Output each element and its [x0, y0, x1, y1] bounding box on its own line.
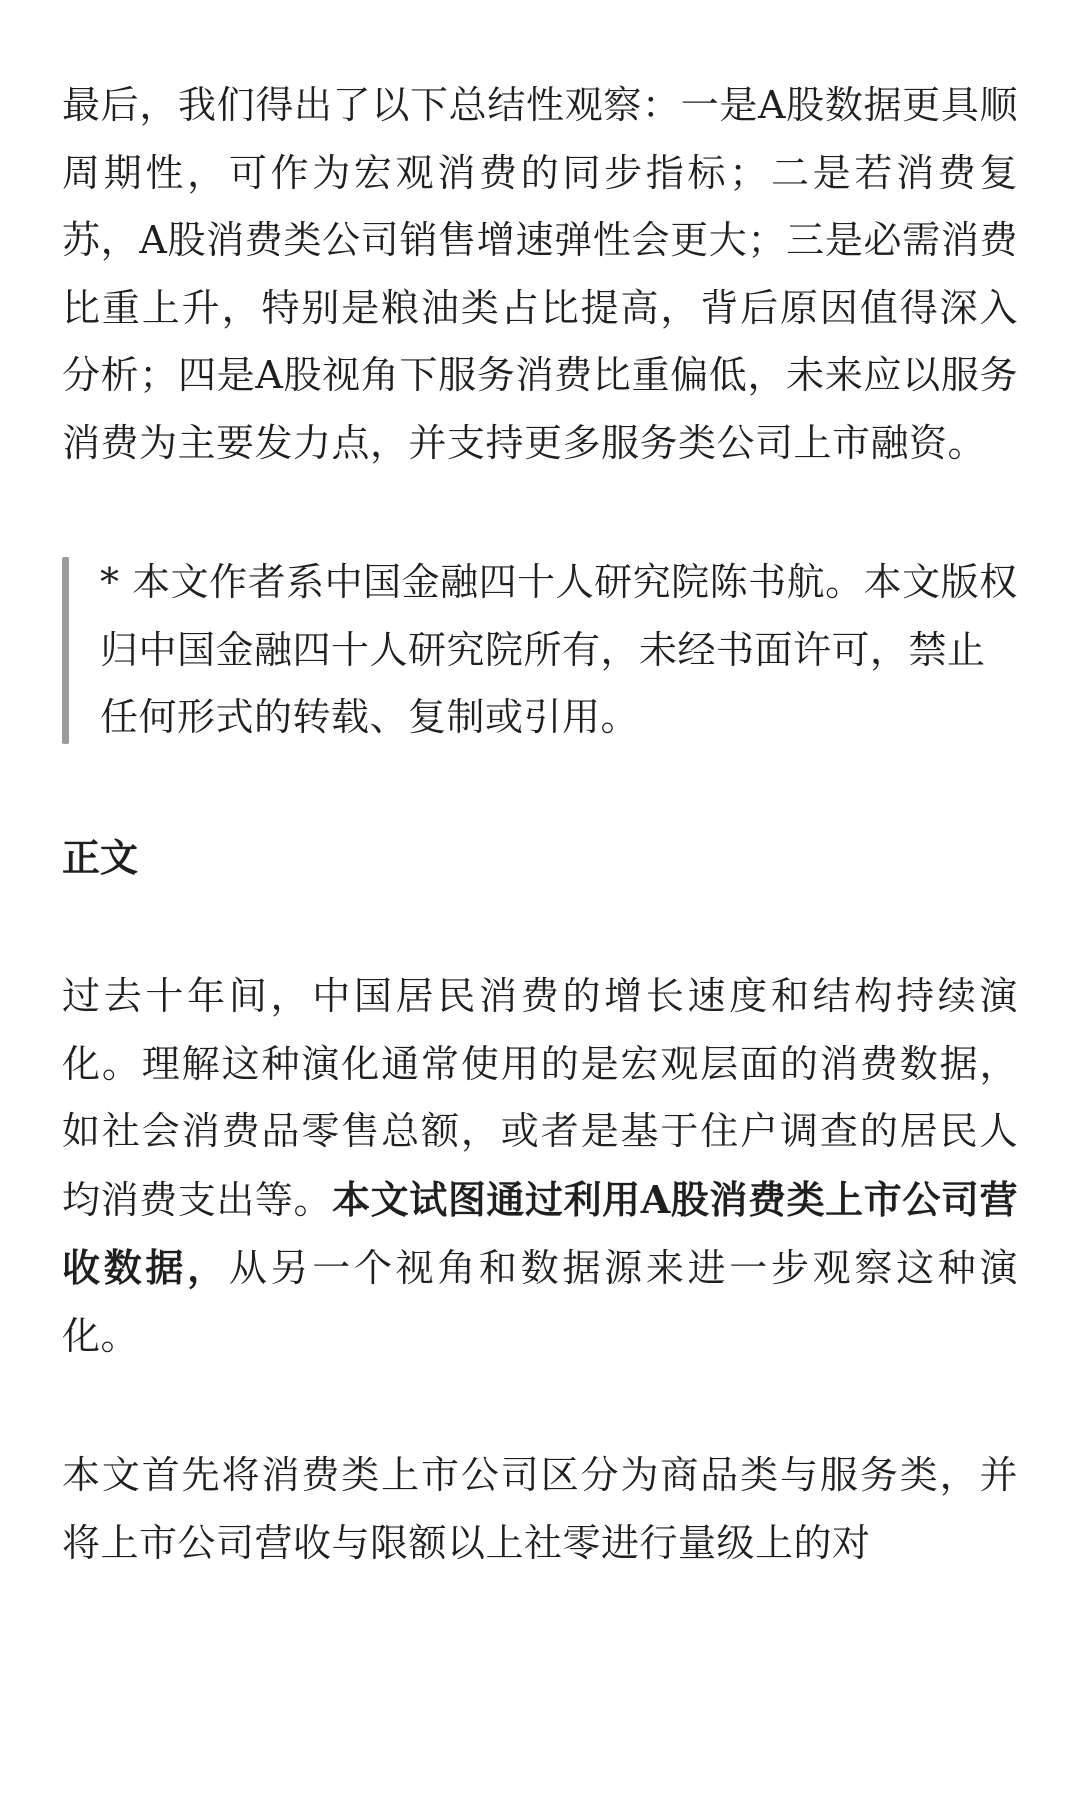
copyright-note-blockquote — [62, 549, 1018, 752]
summary-paragraph: 最后，我们得出了以下总结性观察：一是A股数据更具顺周期性，可作为宏观消费的同步指标；二是若消费复苏，A股消费类公司销售增速弹性会更大；三是必需消费比重上升，特别是粮油类占比提高，背后原因值得深入分析；四是A股视角下服务消费比重偏低，未来应以服务消费为主要发力点，并支持更多服务类公司上市融资。 — [62, 83, 1018, 465]
body-paragraph-1-text-end: 从另一个视角和数据源来进一步观察这种演化。 — [62, 1246, 1018, 1358]
body-paragraph-1-emphasis: 本文试图通过利用A股消费类上市公司营收数据， — [62, 1176, 1018, 1290]
article-content — [62, 72, 1018, 1577]
body-paragraph-2: 本文首先将消费类上市公司区分为商品类与服务类，并将上市公司营收与限额以上社零进行量级上的对 — [62, 1453, 1018, 1565]
section-heading: 正文 — [62, 834, 139, 880]
copyright-note-text: * 本文作者系中国金融四十人研究院陈书航。本文版权归中国金融四十人研究院所有，未经书面许可，禁止任何形式的转载、复制或引用。 — [100, 560, 1018, 739]
body-paragraph-1-text: 过去十年间，中国居民消费的增长速度和结构持续演化。理解这种演化通常使用的是宏观层面的消费数据，如社会消费品零售总额，或者是基于住户调查的居民人均消费支出等。 — [62, 974, 1018, 1222]
body-paragraph-1 — [62, 963, 1018, 1370]
